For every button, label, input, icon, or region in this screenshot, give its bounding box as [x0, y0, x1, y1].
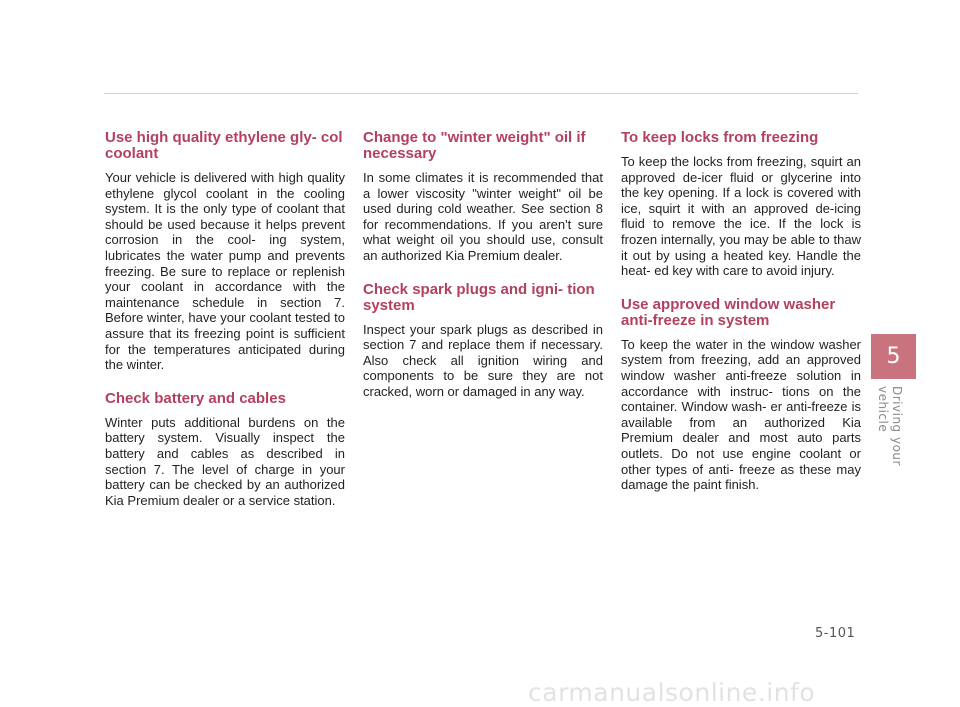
section-body-washer: To keep the water in the window washer system from freezing, add an approved window washer anti-freeze solution in accordance with instruc- tions on the container. Window wash- er anti-freeze is available from an authorized Kia Premium dealer and most auto parts outlets. Do not use engine coolant or other types of anti- freeze as these may damage the paint finish. — [621, 336, 861, 493]
watermark-text: carmanualsonline.info — [528, 678, 816, 707]
section-body-locks: To keep the locks from freezing, squirt an approved de-icer fluid or glycerine into the key opening. If a lock is covered with ice, squirt it with an approved de-icing fluid to remove the ice. If the lock is frozen internally, you may be able to thaw it out by using a heated key. Handle the heat- ed key with care to avoid injury. — [621, 154, 861, 279]
section-body-oil: In some climates it is recommended that a lower viscosity "winter weight" oil be used during cold weather. See section 8 for recommendations. If you aren't sure what weight oil you should use, consult an authorized Kia Premium dealer. — [363, 170, 603, 263]
page-number: 5-101 — [815, 626, 856, 641]
section-body-coolant: Your vehicle is delivered with high quality ethylene glycol coolant in the cooling system. It is the only type of coolant that should be used because it helps prevent corrosion in the cool- ing system, lubricates the water pump and prevents freezing. Be sure to replace or replenish your coolant in accordance with the maintenance schedule in section 7. Before winter, have your coolant tested to assure that its freezing point is sufficient for the temperatures anticipated during the winter. — [105, 170, 345, 373]
section-heading-coolant: Use high quality ethylene gly- col coolant — [105, 129, 343, 162]
column-middle — [363, 130, 603, 418]
section-heading-battery: Check battery and cables — [105, 389, 286, 407]
column-left — [105, 130, 345, 526]
column-right — [621, 130, 861, 511]
section-body-battery: Winter puts additional burdens on the battery system. Visually inspect the battery and cables as described in section 7. The level of charge in your battery can be checked by an authorized Kia Premium dealer or a service station. — [105, 414, 345, 508]
chapter-title: Driving your vehicle — [876, 386, 904, 466]
section-body-spark-plugs: Inspect your spark plugs as described in section 7 and replace them if necessary. Also check all ignition wiring and components to be sure they are not cracked, worn or damaged in any way. — [363, 321, 603, 399]
section-heading-washer: Use approved window washer anti-freeze in system — [621, 295, 836, 329]
header-divider — [104, 93, 858, 94]
section-heading-spark-plugs: Check spark plugs and igni- tion system — [363, 280, 595, 314]
section-heading-locks: To keep locks from freezing — [621, 129, 819, 146]
chapter-tab: 5 — [871, 334, 916, 379]
section-heading-oil: Change to "winter weight" oil if necessary — [363, 129, 586, 162]
